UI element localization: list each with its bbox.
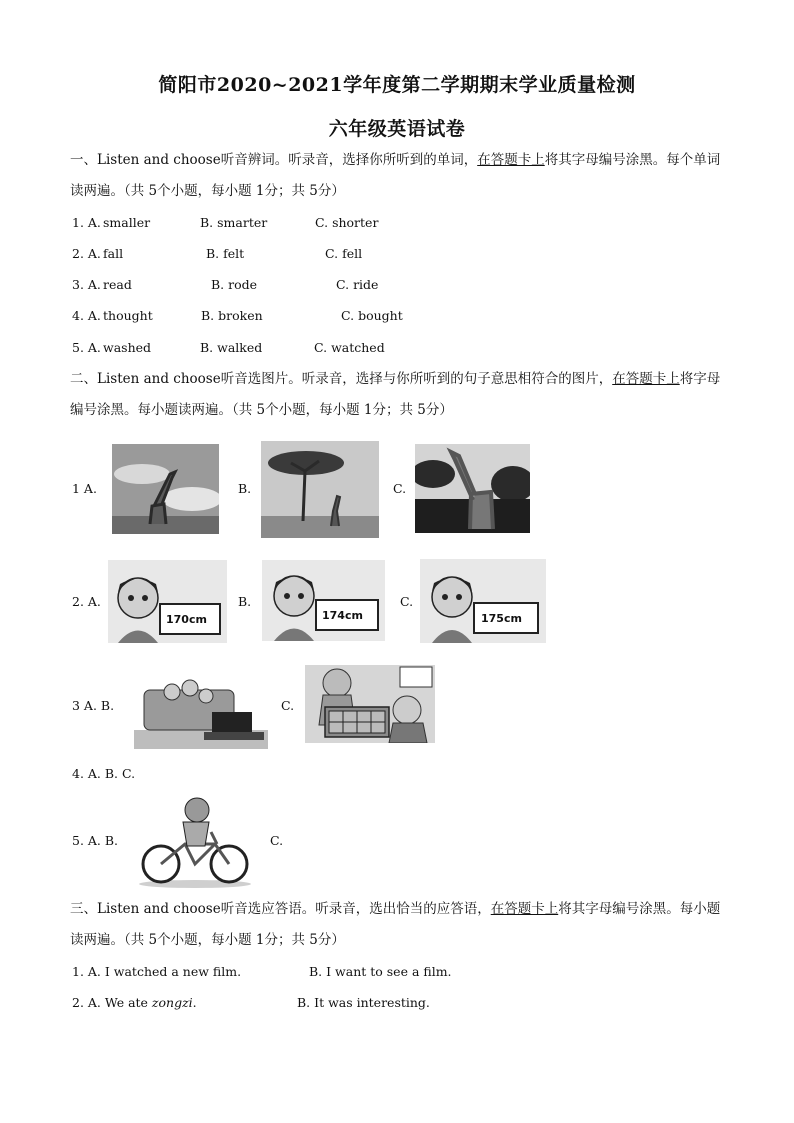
exam-subtitle: 六年级英语试卷 [328, 118, 466, 140]
family-watching-tv-image [134, 670, 268, 749]
s2-q2-label: 2. A. [72, 594, 101, 609]
section3-intro-b: 将其字母编号涂黑。每小题读两遍。（共 5个小题，每小题 1分；共 5分） [70, 901, 721, 948]
s1-item-1-a: smaller [103, 215, 151, 230]
s2-q5-c: C. [270, 833, 284, 848]
s3-item-2-a-post: . [192, 995, 197, 1010]
s1-item-5-c: C. watched [314, 340, 385, 355]
exam-title: 简阳市2020~2021学年度第二学期期末学业质量检测 [158, 74, 636, 96]
s1-item-4-num: 4. A. [72, 308, 101, 323]
s2-q3-c: C. [281, 698, 295, 713]
s3-item-2-a-pre: 2. A. We ate [72, 995, 152, 1010]
s3-item-2-a-italic: zongzi [151, 995, 193, 1010]
s2-q1-c: C. [393, 481, 407, 496]
s3-item-1-b: B. I want to see a film. [309, 964, 452, 979]
s1-item-2-c: C. fell [325, 246, 363, 261]
section2-intro-a: 二、Listen and choose听音选图片。听录音，选择与你所听到的句子意思相符合的图片， [70, 371, 613, 387]
s1-item-2-num: 2. A. [72, 246, 101, 261]
s1-item-4-a: thought [103, 308, 153, 323]
section3-intro-underline: 在答题卡上 [490, 901, 559, 917]
s1-item-3-a: read [103, 277, 132, 292]
height-label-175: 175cm [481, 612, 522, 625]
height-label-174: 174cm [322, 609, 363, 622]
s2-q1-label: 1 A. [72, 481, 97, 496]
section3-instructions [70, 894, 725, 956]
s1-item-4-c: C. bought [341, 308, 403, 323]
s3-item-2-b: B. It was interesting. [297, 995, 430, 1010]
height-label-170: 170cm [166, 613, 207, 626]
s2-q5-label: 5. A. B. [72, 833, 119, 848]
boy-riding-bike-image [135, 796, 255, 889]
s2-q4-label: 4. A. B. C. [72, 766, 136, 781]
section1-intro-underline: 在答题卡上 [477, 152, 545, 168]
s1-item-2-a: fall [103, 246, 124, 261]
s1-item-5-b: B. walked [200, 340, 263, 355]
section3-intro-a: 三、Listen and choose听音选应答语。听录音，选出恰当的应答语， [70, 901, 491, 917]
s1-item-1-b: B. smarter [200, 215, 268, 230]
section1-intro-a: 一、Listen and choose听音辨词。听录音，选择你所听到的单词， [70, 152, 478, 168]
s1-item-4-b: B. broken [201, 308, 263, 323]
section1-instructions [70, 145, 725, 207]
section2-intro-underline: 在答题卡上 [612, 371, 680, 387]
s3-item-2-a [72, 995, 197, 1010]
giraffe-tree-image [261, 441, 379, 538]
s2-q2-b: B. [238, 594, 252, 609]
boy-174cm-image [262, 560, 385, 641]
s1-item-5-num: 5. A. [72, 340, 101, 355]
s2-q1-b: B. [238, 481, 252, 496]
s1-item-3-b: B. rode [211, 277, 258, 292]
section2-instructions [70, 364, 725, 426]
boy-170cm-image [108, 560, 227, 643]
s3-item-1-a: 1. A. I watched a new film. [72, 964, 242, 979]
s1-item-3-c: C. ride [336, 277, 379, 292]
s2-q3-label: 3 A. B. [72, 698, 115, 713]
s1-item-3-num: 3. A. [72, 277, 101, 292]
playing-chess-image [305, 665, 435, 743]
s1-item-5-a: washed [103, 340, 152, 355]
s1-item-1-c: C. shorter [315, 215, 379, 230]
s1-item-1-num: 1. A. [72, 215, 101, 230]
section1-intro-b: 将其字母编号涂黑。每个单词读两遍。（共 5个小题，每小题 1分；共 5分） [70, 152, 721, 199]
section2-intro-b: 将字母编号涂黑。每小题读两遍。（共 5个小题，每小题 1分；共 5分） [70, 371, 721, 418]
giraffe-sky-image [112, 444, 219, 534]
s2-q2-c: C. [400, 594, 414, 609]
boy-175cm-image [420, 559, 546, 643]
s1-item-2-b: B. felt [206, 246, 245, 261]
giraffe-forest-image [415, 444, 530, 533]
